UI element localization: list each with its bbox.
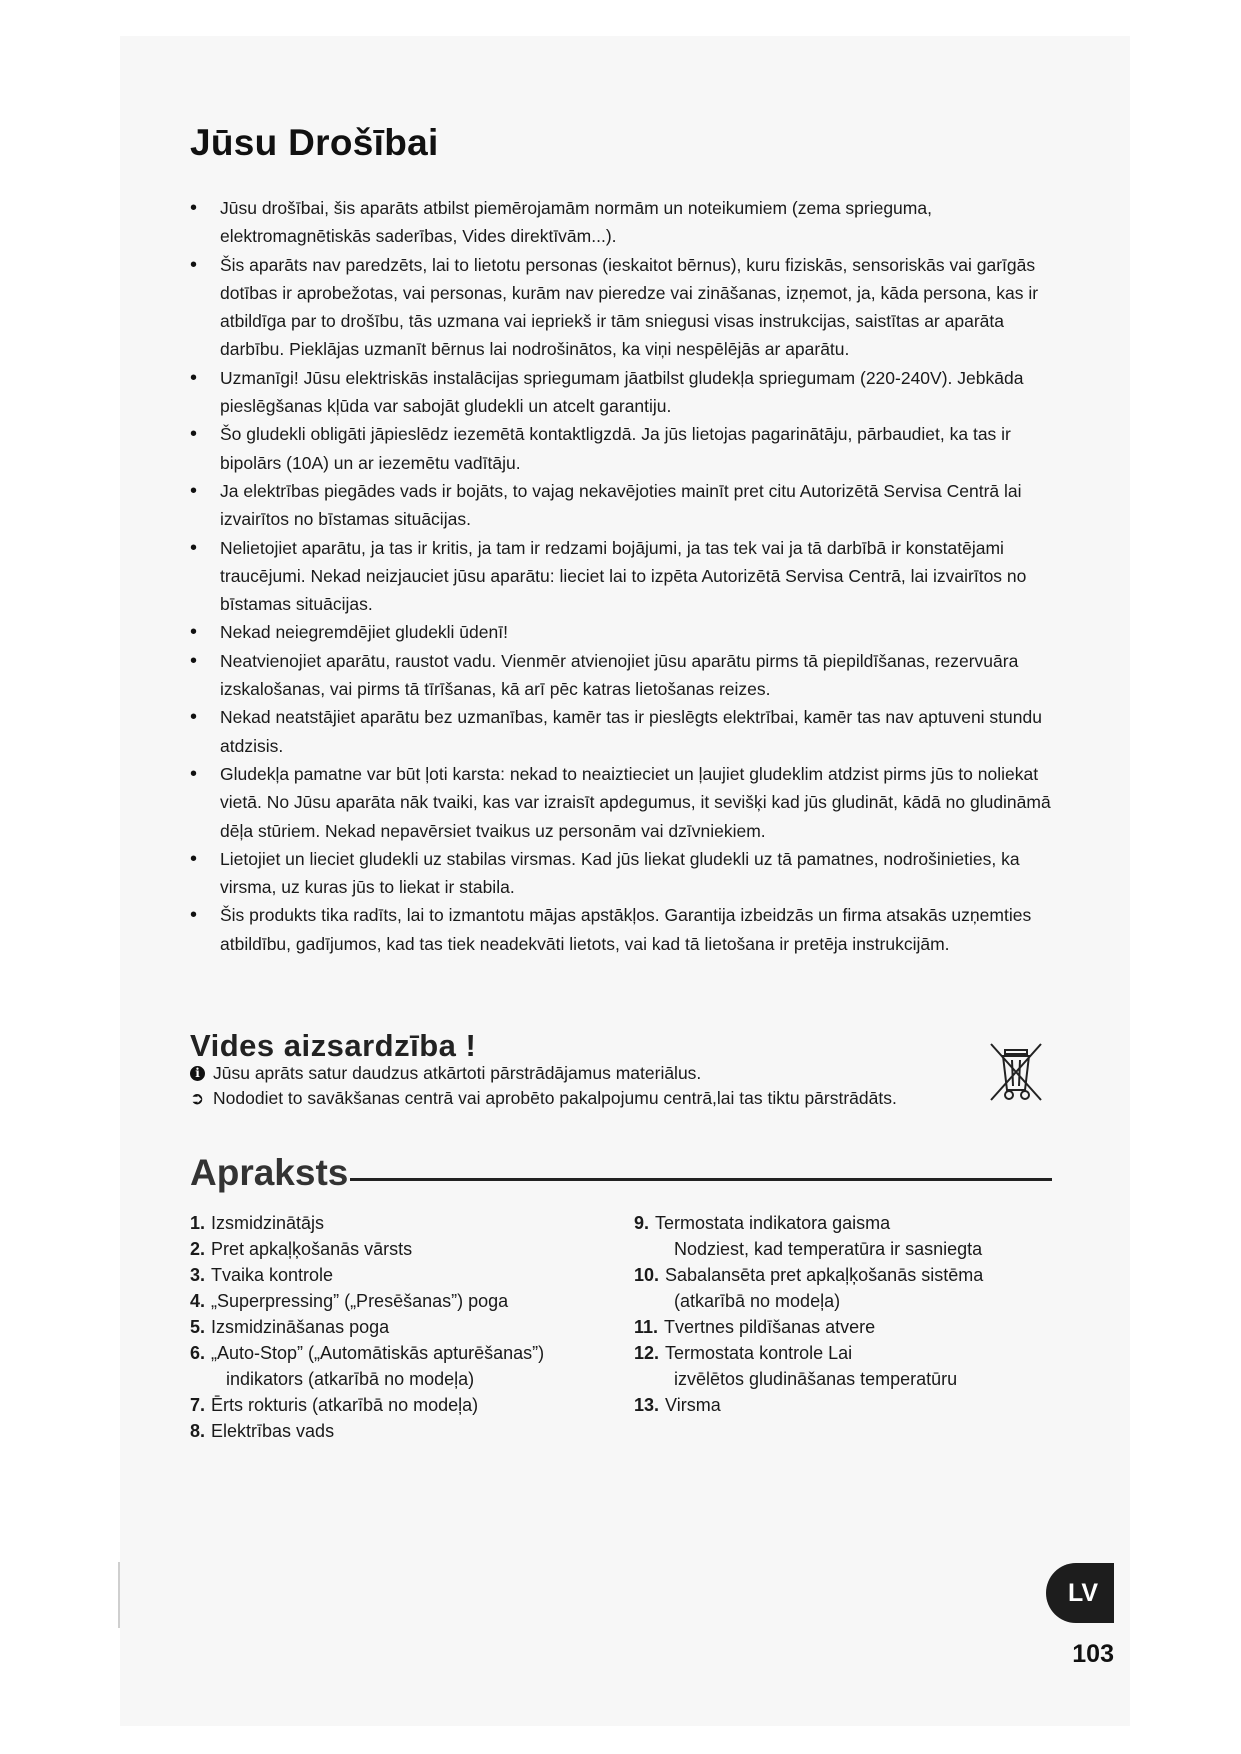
safety-item: • Nekad neatstājiet aparātu bez uzmanības, kamēr tas ir pieslēgts elektrībai, kamēr tas nav aptuveni stundu atdzisis. bbox=[190, 703, 1060, 760]
info-icon: i bbox=[190, 1066, 205, 1081]
safety-item: • Šis aparāts nav paredzēts, lai to lietotu personas (ieskaitot bērnus), kuru fiziskās, sensoriskās vai garīgās dotības ir aprobežotas, vai personas, kurām nav pieredze vai zināšanas, izņemot, ja, kāda persona, kas ir atbildīga par to drošību, tās uzmana vai iepriekš ir tām sniegusi visas instrukcijas, saistītas ar aparāta darbību. Pieklājas uzmanīt bērnus lai nodrošinātos, ka viņi nespēlējās ar aparātu. bbox=[190, 251, 1060, 364]
environment-line-dispose bbox=[190, 1088, 897, 1109]
description-item bbox=[190, 1236, 630, 1262]
item-text: Termostata indikatora gaisma bbox=[655, 1213, 891, 1233]
environment-text: Jūsu aprāts satur daudzus atkārtoti pārstrādājamus materiālus. bbox=[213, 1063, 702, 1083]
item-number: 12. bbox=[634, 1343, 660, 1363]
item-number: 11. bbox=[634, 1317, 659, 1337]
language-tab: LV bbox=[1046, 1563, 1114, 1623]
description-item bbox=[634, 1262, 1064, 1314]
item-continuation: Nodziest, kad temperatūra ir sasniegta bbox=[674, 1239, 983, 1259]
description-item bbox=[634, 1314, 1064, 1340]
item-number: 4. bbox=[190, 1291, 206, 1311]
page-number: 103 bbox=[1072, 1640, 1114, 1668]
safety-item: • Jūsu drošībai, šis aparāts atbilst piemērojamām normām un noteikumiem (zema sprieguma, elektromagnētiskās saderības, Vides direktīvām...). bbox=[190, 194, 1060, 251]
item-text: Izsmidzināšanas poga bbox=[211, 1317, 390, 1337]
safety-item: • Nekad neiegremdējiet gludekli ūdenī! bbox=[190, 618, 1060, 646]
safety-list bbox=[190, 194, 1060, 958]
safety-item: • Neatvienojiet aparātu, raustot vadu. Vienmēr atvienojiet jūsu aparātu pirms tā piepildīšanas, rezervuāra izskalošanas, vai pirms tā tīrīšanas, kā arī pēc katras lietošanas reizes. bbox=[190, 647, 1060, 704]
item-continuation: (atkarībā no modeļa) bbox=[674, 1291, 841, 1311]
safety-item: • Lietojiet un lieciet gludekli uz stabilas virsmas. Kad jūs liekat gludekli uz tā pamatnes, nodrošinieties, ka virsma, uz kuras jūs to liekat ir stabila. bbox=[190, 845, 1060, 902]
item-number: 2. bbox=[190, 1239, 206, 1259]
title-rule bbox=[350, 1178, 1052, 1181]
item-number: 1. bbox=[190, 1213, 206, 1233]
margin-rule bbox=[118, 1562, 120, 1628]
description-item bbox=[634, 1392, 1064, 1418]
item-number: 10. bbox=[634, 1265, 660, 1285]
item-number: 6. bbox=[190, 1343, 206, 1363]
item-text: Elektrības vads bbox=[211, 1421, 335, 1441]
item-text: Ērts rokturis (atkarībā no modeļa) bbox=[211, 1395, 479, 1415]
description-item bbox=[190, 1288, 630, 1314]
item-text: Pret apkaļķošanās vārsts bbox=[211, 1239, 413, 1259]
description-item bbox=[634, 1210, 1064, 1262]
item-number: 5. bbox=[190, 1317, 206, 1337]
item-text: Tvaika kontrole bbox=[211, 1265, 334, 1285]
safety-item: • Nelietojiet aparātu, ja tas ir kritis, ja tam ir redzami bojājumi, ja tas tek vai ja tā darbībā ir konstatējami traucējumi. Nekad neizjauciet jūsu aparātu: lieciet lai to izpēta Autorizētā Servisa Centrā, lai izvairītos no bīstamas situācijas. bbox=[190, 534, 1060, 619]
item-text: „Superpressing” („Presēšanas”) poga bbox=[211, 1291, 509, 1311]
crossed-bin-icon bbox=[985, 1040, 1047, 1104]
description-title: Apraksts bbox=[190, 1152, 349, 1193]
description-list-left bbox=[190, 1210, 630, 1444]
item-text: Termostata kontrole Lai bbox=[665, 1343, 853, 1363]
environment-title: Vides aizsardzība ! bbox=[190, 1028, 477, 1063]
item-number: 8. bbox=[190, 1421, 206, 1441]
item-text: Sabalansēta pret apkaļķošanās sistēma bbox=[665, 1265, 984, 1285]
description-item bbox=[190, 1314, 630, 1340]
description-item bbox=[190, 1418, 630, 1444]
environment-line-recyclable bbox=[190, 1063, 701, 1084]
safety-item: • Uzmanīgi! Jūsu elektriskās instalācijas spriegumam jāatbilst gludekļa spriegumam (220-240V). Jebkāda pieslēgšanas kļūda var sabojāt gludekli un atcelt garantiju. bbox=[190, 364, 1060, 421]
safety-title: Jūsu Drošībai bbox=[190, 122, 439, 163]
safety-item: • Šo gludekli obligāti jāpieslēdz iezemētā kontaktligzdā. Ja jūs lietojas pagarinātāju, pārbaudiet, ka tas ir bipolārs (10A) un ar iezemētu vadītāju. bbox=[190, 420, 1060, 477]
item-text: Izsmidzinātājs bbox=[211, 1213, 325, 1233]
item-number: 3. bbox=[190, 1265, 206, 1285]
safety-item: • Ja elektrības piegādes vads ir bojāts, to vajag nekavējoties mainīt pret citu Autorizētā Servisa Centrā lai izvairītos no bīstamas situācijas. bbox=[190, 477, 1060, 534]
item-text: Tvertnes pildīšanas atvere bbox=[664, 1317, 876, 1337]
arrow-right-icon: ➲ bbox=[190, 1088, 205, 1108]
item-text: Virsma bbox=[665, 1395, 721, 1415]
description-item bbox=[190, 1392, 630, 1418]
item-number: 13. bbox=[634, 1395, 660, 1415]
description-list-right bbox=[634, 1210, 1064, 1418]
safety-item: • Šis produkts tika radīts, lai to izmantotu mājas apstākļos. Garantija izbeidzās un firma atsakās uzņemties atbildību, gadījumos, kad tas tiek neadekvāti lietots, vai kad tā lietošana ir pretēja instrukcijām. bbox=[190, 901, 1060, 958]
item-text: „Auto-Stop” („Automātiskās apturēšanas”) bbox=[211, 1343, 545, 1363]
environment-text: Nododiet to savākšanas centrā vai aprobēto pakalpojumu centrā,lai tas tiktu pārstrādāts. bbox=[213, 1088, 897, 1108]
description-item bbox=[190, 1340, 630, 1392]
item-continuation: izvēlētos gludināšanas temperatūru bbox=[674, 1369, 958, 1389]
safety-item: • Gludekļa pamatne var būt ļoti karsta: nekad to neaiztieciet un ļaujiet gludeklim atdzist pirms jūs to noliekat vietā. No Jūsu aparāta nāk tvaiki, kas var izraisīt apdegumus, it sevišķi kad jūs gludināt, kādā no gludināmā dēļa stūriem. Nekad nepavērsiet tvaikus uz personām vai dzīvniekiem. bbox=[190, 760, 1060, 845]
description-item bbox=[190, 1262, 630, 1288]
description-item bbox=[634, 1340, 1064, 1392]
item-continuation: indikators (atkarībā no modeļa) bbox=[226, 1369, 475, 1389]
item-number: 7. bbox=[190, 1395, 206, 1415]
description-item bbox=[190, 1210, 630, 1236]
item-number: 9. bbox=[634, 1213, 650, 1233]
